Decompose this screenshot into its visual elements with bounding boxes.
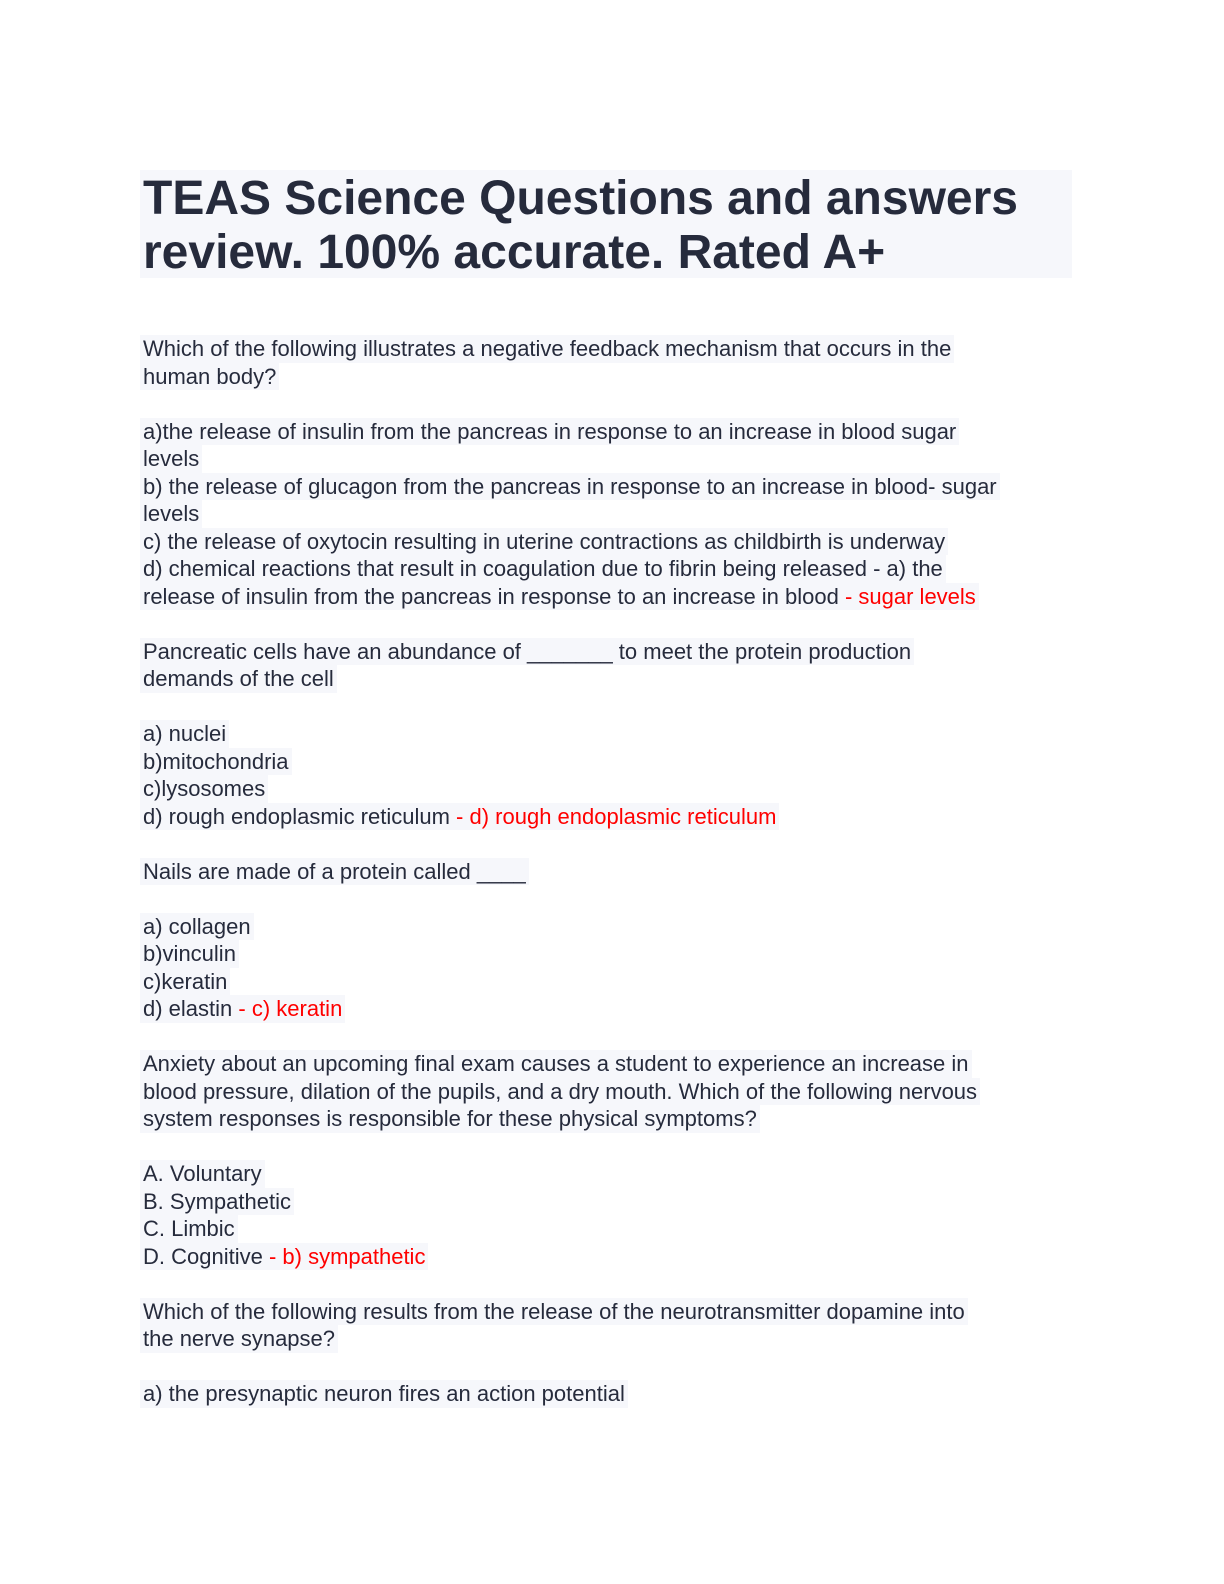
answer-text: - sugar levels xyxy=(838,583,976,609)
question-text-line: Which of the following illustrates a negative feedback mechanism that occurs in the xyxy=(140,335,954,363)
question-4-prompt xyxy=(140,1050,1080,1133)
question-list xyxy=(140,335,1080,1408)
question-text-line: Which of the following results from the release of the neurotransmitter dopamine into xyxy=(140,1298,968,1326)
option-line: b)mitochondria xyxy=(140,748,292,776)
question-4-options xyxy=(140,1160,1080,1270)
question-text-line: demands of the cell xyxy=(140,665,337,693)
option-line: levels xyxy=(140,500,202,528)
option-text: d) elastin xyxy=(143,996,233,1021)
question-text-line: human body? xyxy=(140,363,279,391)
option-line: a)the release of insulin from the pancreas in response to an increase in blood sugar xyxy=(140,418,959,446)
question-5-options xyxy=(140,1380,1080,1408)
option-line-with-answer xyxy=(140,995,345,1023)
option-text: d) rough endoplasmic reticulum xyxy=(143,803,450,829)
option-line: a) nuclei xyxy=(140,720,229,748)
question-text-line: Pancreatic cells have an abundance of _______ to meet the protein production xyxy=(140,638,914,666)
document-title xyxy=(140,170,1072,278)
option-line: a) collagen xyxy=(140,913,254,941)
option-line: c)lysosomes xyxy=(140,775,268,803)
question-text-line: blood pressure, dilation of the pupils, and a dry mouth. Which of the following nervous xyxy=(140,1078,980,1106)
option-text: release of insulin from the pancreas in response to an increase in blood xyxy=(143,583,839,609)
question-1-prompt xyxy=(140,335,1080,390)
question-2-prompt xyxy=(140,638,1080,693)
option-line: c) the release of oxytocin resulting in uterine contractions as childbirth is underway xyxy=(140,528,948,556)
answer-text: - b) sympathetic xyxy=(262,1243,426,1269)
option-line: A. Voluntary xyxy=(140,1160,265,1188)
answer-text: - c) keratin xyxy=(232,996,343,1021)
option-line: c)keratin xyxy=(140,968,230,996)
option-line: a) the presynaptic neuron fires an action potential xyxy=(140,1380,628,1408)
option-line: B. Sympathetic xyxy=(140,1188,294,1216)
option-line: C. Limbic xyxy=(140,1215,238,1243)
question-3-options xyxy=(140,913,1080,1023)
answer-text: - d) rough endoplasmic reticulum xyxy=(449,803,777,829)
option-line-with-answer xyxy=(140,803,779,831)
option-line: levels xyxy=(140,445,202,473)
question-text-line: the nerve synapse? xyxy=(140,1325,338,1353)
question-5-prompt xyxy=(140,1298,1080,1353)
option-text: D. Cognitive xyxy=(143,1243,263,1269)
option-line-with-answer xyxy=(140,583,979,611)
question-text-line: system responses is responsible for these physical symptoms? xyxy=(140,1105,760,1133)
question-text-line: Nails are made of a protein called ____ xyxy=(140,858,529,886)
title-line-1: TEAS Science Questions and answers xyxy=(143,172,1018,225)
option-line-with-answer xyxy=(140,1243,428,1271)
option-line: b)vinculin xyxy=(140,940,239,968)
question-3-prompt xyxy=(140,858,1080,886)
option-line: d) chemical reactions that result in coagulation due to fibrin being released - a) the xyxy=(140,555,946,583)
option-line: b) the release of glucagon from the pancreas in response to an increase in blood- sugar xyxy=(140,473,1000,501)
question-text-line: Anxiety about an upcoming final exam causes a student to experience an increase in xyxy=(140,1050,972,1078)
question-1-options xyxy=(140,418,1080,611)
question-2-options xyxy=(140,720,1080,830)
title-line-2: review. 100% accurate. Rated A+ xyxy=(143,226,886,279)
